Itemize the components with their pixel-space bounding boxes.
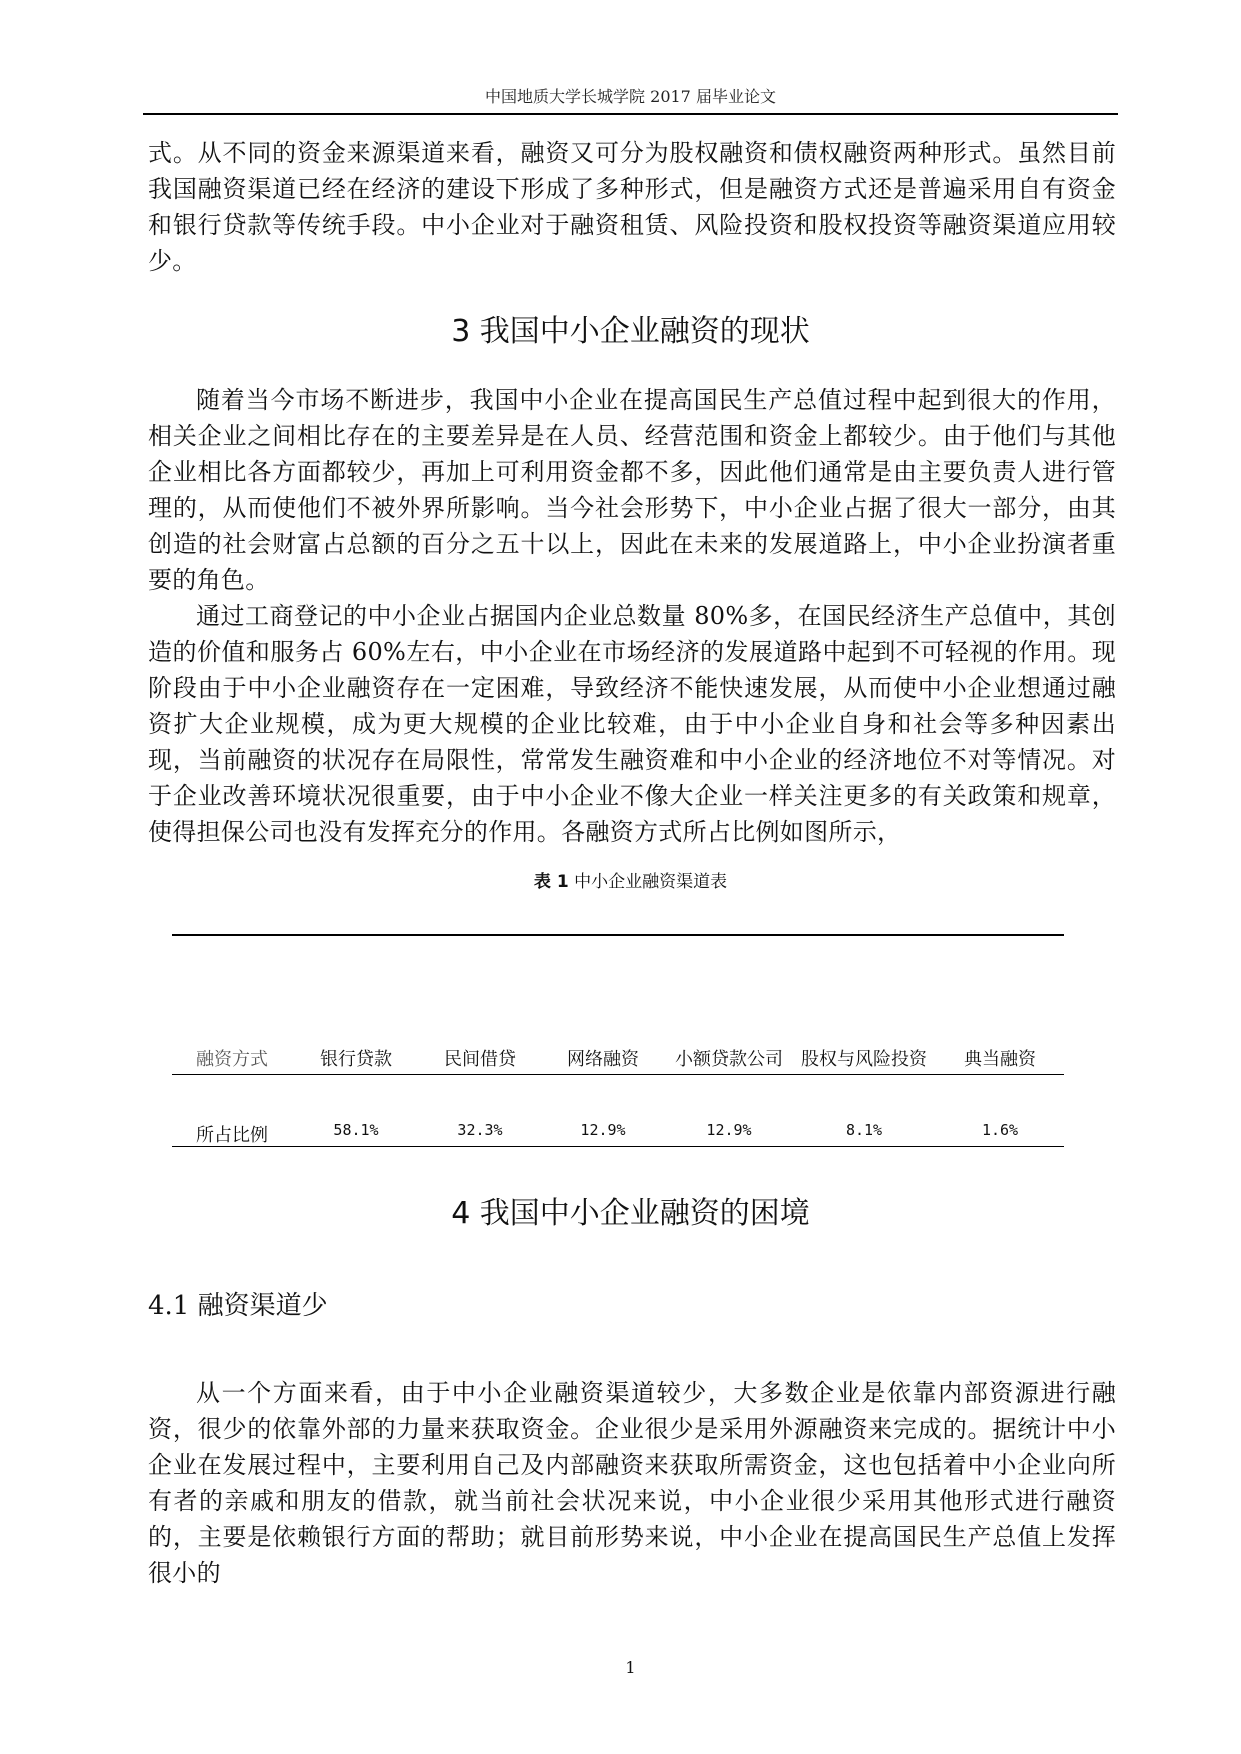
- paragraph-few-channels: 从一个方面来看，由于中小企业融资渠道较少，大多数企业是依靠内部资源进行融资，很少的依靠外部的力量来获取资金。企业很少是采用外源融资来完成的。据统计中小企业在发展过程中，主要利用自己及内部融资来获取所需资金，这也包括着中小企业向所有者的亲戚和朋友的借款，就当前社会状况来说，中小企业很少采用其他形式进行融资的，主要是依赖银行方面的帮助；就目前形势来说，中小企业在提高国民生产总值上发挥很小的: [148, 1379, 1116, 1587]
- table-cell: 32.3%: [457, 1121, 503, 1139]
- table-header-cell: 银行贷款: [320, 1049, 392, 1070]
- table-header-rule: [172, 1074, 1064, 1075]
- table-header-cell: 网络融资: [567, 1049, 639, 1070]
- table-cell: 1.6%: [981, 1121, 1019, 1139]
- table-caption-label: 表 1: [533, 872, 569, 892]
- section-heading-4: 4 我国中小企业融资的困境: [451, 1196, 810, 1231]
- table-header-cell: 民间借贷: [444, 1049, 516, 1070]
- table-top-rule: [172, 934, 1064, 936]
- table-cell-label: 所占比例: [196, 1125, 268, 1146]
- table-caption: [143, 867, 1118, 892]
- table-header-row: [172, 1045, 1064, 1071]
- table-header-cell: 典当融资: [964, 1049, 1036, 1070]
- page-header: 中国地质大学长城学院 2017 届毕业论文: [485, 87, 776, 106]
- table-row: [172, 1121, 1064, 1147]
- subsection-heading-4-1: 4.1 融资渠道少: [148, 1291, 328, 1321]
- paragraph-statistics: 通过工商登记的中小企业占据国内企业总数量 80%多，在国民经济生产总值中，其创造的价值和服务占 60%左右，中小企业在市场经济的发展道路中起到不可轻视的作用。现阶段由于中小企业融资存在一定困难，导致经济不能快速发展，从而使中小企业想通过融资扩大企业规模，成为更大规模的企业比较难，由于中小企业自身和社会等多种因素出现，当前融资的状况存在局限性，常常发生融资难和中小企业的经济地位不对等情况。对于企业改善环境状况很重要，由于中小企业不像大企业一样关注更多的有关政策和规章，使得担保公司也没有发挥充分的作用。各融资方式所占比例如图所示，: [148, 602, 1116, 846]
- table-caption-title: 中小企业融资渠道表: [568, 872, 728, 892]
- table-cell: 58.1%: [333, 1121, 379, 1139]
- table-bottom-rule: [172, 1146, 1064, 1147]
- page-number: 1: [625, 1658, 636, 1677]
- table-header-cell: 股权与风险投资: [801, 1049, 927, 1070]
- paragraph-current-status: 随着当今市场不断进步，我国中小企业在提高国民生产总值过程中起到很大的作用，相关企业之间相比存在的主要差异是在人员、经营范围和资金上都较少。由于他们与其他企业相比各方面都较少，再加上可利用资金都不多，因此他们通常是由主要负责人进行管理的，从而使他们不被外界所影响。当今社会形势下，中小企业占据了很大一部分，由其创造的社会财富占总额的百分之五十以上，因此在未来的发展道路上，中小企业扮演者重要的角色。: [148, 386, 1116, 594]
- table-header-cell: 融资方式: [196, 1049, 268, 1070]
- header-rule: [143, 113, 1118, 115]
- section-heading-3: 3 我国中小企业融资的现状: [451, 314, 810, 349]
- table-header-cell: 小额贷款公司: [675, 1049, 783, 1070]
- paragraph-financing-channels: 式。从不同的资金来源渠道来看，融资又可分为股权融资和债权融资两种形式。虽然目前我国融资渠道已经在经济的建设下形成了多种形式，但是融资方式还是普遍采用自有资金和银行贷款等传统手段。中小企业对于融资租赁、风险投资和股权投资等融资渠道应用较少。: [148, 139, 1116, 275]
- table-cell: 8.1%: [845, 1121, 883, 1139]
- table-cell: 12.9%: [706, 1121, 752, 1139]
- table-cell: 12.9%: [580, 1121, 626, 1139]
